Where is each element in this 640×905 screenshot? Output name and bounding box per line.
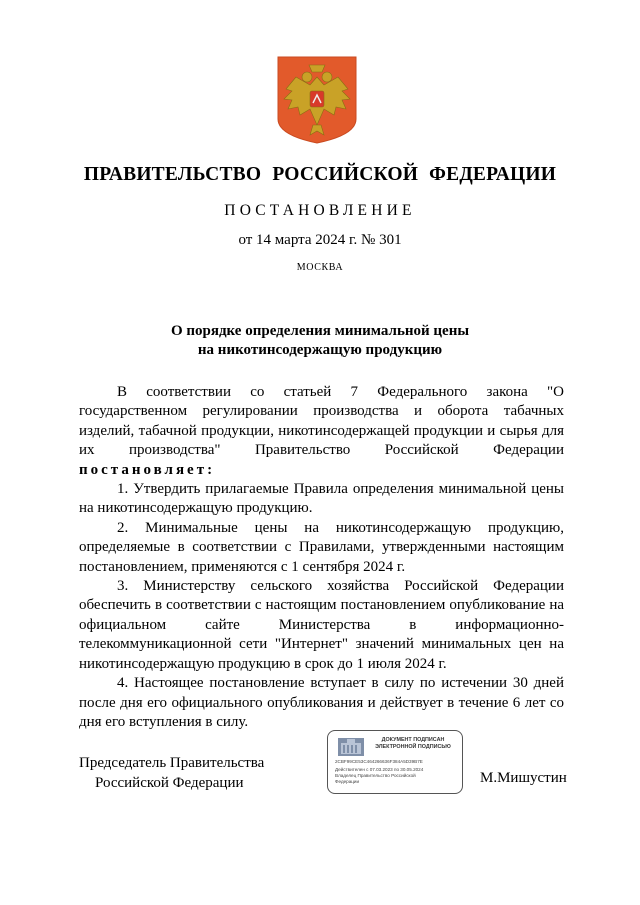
- stamp-certificate: 2CBF99CE53C464266636F384A5D39B7E: [335, 759, 423, 764]
- paragraph-item-4: 4. Настоящее постановление вступает в силу по истечении 30 дней после дня его официального опубликования и действует в течение 6 лет со дня его вступления в силу.: [79, 675, 564, 730]
- government-title: ПРАВИТЕЛЬСТВО РОССИЙСКОЙ ФЕДЕРАЦИИ: [83, 164, 557, 185]
- signatory-position-line-2: Российской Федерации: [95, 774, 244, 791]
- document-city: МОСКВА: [296, 262, 344, 273]
- stamp-owner-line-1: Владелец Правительство Российской: [335, 773, 416, 778]
- signatory-name: М.Мишустин: [480, 770, 567, 786]
- subject-line-1: О порядке определения минимальной цены: [170, 323, 470, 339]
- stamp-owner-line-2: Федерации: [335, 779, 360, 784]
- signatory-position-line-1: Председатель Правительства: [79, 755, 265, 771]
- document-type: ПОСТАНОВЛЕНИЕ: [224, 202, 416, 219]
- intro-text: В соответствии со статьей 7 Федерального закона "О государственном регулировании производства и оборота табачных изделий, табачной продукции, никотинсодержащей продукции и сырья для их производства" Правительство Российской Федерации: [79, 384, 564, 459]
- intro-paragraph: [79, 383, 564, 480]
- paragraph-item-3: 3. Министерству сельского хозяйства Российской Федерации обеспечить в соответствии с настоящим постановлением опубликование на официальном сайте Министерства в информационно-телекоммуникационной сети "Интернет" значений минимальных цен на никотинсодержащую продукцию в срок до 1 июля 2024 г.: [79, 578, 564, 672]
- document-subject: [0, 322, 640, 360]
- stamp-validity: Действителен с 07.03.2023 по 30.05.2024: [335, 767, 424, 772]
- document-body: [79, 383, 564, 732]
- stamp-title-line-1: ДОКУМЕНТ ПОДПИСАН: [381, 737, 445, 743]
- paragraph-item-1: 1. Утвердить прилагаемые Правила определения минимальной цены на никотинсодержащую продукцию.: [79, 481, 564, 517]
- electronic-signature-stamp: [327, 730, 463, 794]
- coat-of-arms-icon: [276, 55, 358, 145]
- government-building-icon: [338, 738, 364, 756]
- resolution-word: постановляет:: [79, 461, 216, 478]
- stamp-title: [366, 737, 460, 751]
- paragraph-item-2: 2. Минимальные цены на никотинсодержащую продукцию, определяемые в соответствии с Правилами, утвержденными настоящим постановлением, применяются с 1 сентября 2024 г.: [79, 519, 564, 575]
- subject-line-2: на никотинсодержащую продукцию: [197, 342, 443, 358]
- signatory-position: [79, 754, 264, 793]
- document-date-number: от 14 марта 2024 г. № 301: [238, 232, 402, 248]
- stamp-title-line-2: ЭЛЕКТРОННОЙ ПОДПИСЬЮ: [375, 744, 451, 750]
